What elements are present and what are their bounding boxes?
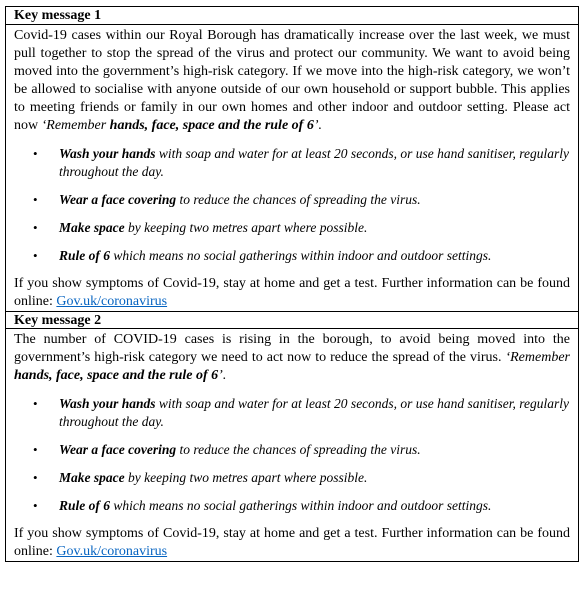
bullet-lead: Wear a face covering	[59, 442, 177, 457]
list-item	[14, 191, 570, 209]
bullet-icon: •	[33, 396, 38, 411]
key-message-2-bullet-list	[14, 395, 570, 515]
key-message-1-closing	[14, 275, 570, 311]
bullet-text: by keeping two metres apart where possible.	[124, 220, 368, 235]
key-message-2-heading: Key message 2	[6, 311, 578, 329]
paragraph-text: Covid-19 cases within our Royal Borough has dramatically increase over the last week, we must pull together to stop the spread of the virus and protect our community. We want to avoid being moved into the government’s high-risk category. If we move into the high-risk category, we won’t be allowed to socialise with anyone outside of our own household or support bubble. This applies to meeting friends or family in our own homes and other indoor and outdoor setting. Please act now	[14, 28, 570, 133]
key-message-1-paragraph	[14, 27, 570, 135]
slogan-quote	[42, 118, 322, 133]
bullet-text: by keeping two metres apart where possible.	[124, 470, 368, 485]
key-message-1-body	[6, 25, 578, 311]
bullet-text: which means no social gatherings within indoor and outdoor settings.	[110, 498, 492, 513]
quote-open: ‘Remember	[505, 350, 570, 365]
bullet-icon: •	[33, 192, 38, 207]
quote-bold: hands, face, space and the rule of 6	[109, 118, 314, 133]
bullet-icon: •	[33, 498, 38, 513]
bullet-icon: •	[33, 220, 38, 235]
key-message-1-bullet-list	[14, 145, 570, 265]
list-item	[14, 441, 570, 459]
list-item	[14, 497, 570, 515]
list-item	[14, 395, 570, 431]
bullet-lead: Wash your hands	[59, 396, 156, 411]
quote-close: ’.	[218, 368, 227, 383]
quote-bold: hands, face, space and the rule of 6	[14, 368, 219, 383]
bullet-lead: Rule of 6	[59, 498, 111, 513]
bullet-lead: Wash your hands	[59, 146, 156, 161]
bullet-text: with soap and water for at least 20 seconds, or use hand sanitiser, regularly throughout the day.	[59, 146, 570, 179]
quote-close: ’.	[313, 118, 322, 133]
quote-open: ‘Remember	[41, 118, 110, 133]
bullet-lead: Wear a face covering	[59, 192, 177, 207]
gov-uk-coronavirus-link[interactable]: Gov.uk/coronavirus	[56, 544, 168, 559]
list-item	[14, 247, 570, 265]
key-message-2-closing	[14, 525, 570, 561]
bullet-icon: •	[33, 470, 38, 485]
gov-uk-coronavirus-link[interactable]: Gov.uk/coronavirus	[56, 294, 168, 309]
list-item	[14, 469, 570, 487]
bullet-text: which means no social gatherings within indoor and outdoor settings.	[110, 248, 492, 263]
paragraph-text: The number of COVID-19 cases is rising in the borough, to avoid being moved into the government’s high-risk category we need to act now to reduce the spread of the virus.	[14, 332, 570, 365]
closing-text: If you show symptoms of Covid-19, stay at home and get a test. Further information can be found online:	[14, 526, 570, 559]
key-message-1-heading: Key message 1	[6, 7, 578, 25]
key-messages-table	[5, 6, 579, 562]
bullet-icon: •	[33, 248, 38, 263]
bullet-icon: •	[33, 442, 38, 457]
list-item	[14, 219, 570, 237]
closing-text: If you show symptoms of Covid-19, stay at home and get a test. Further information can be found online:	[14, 276, 570, 309]
bullet-text: to reduce the chances of spreading the virus.	[176, 192, 421, 207]
bullet-text: with soap and water for at least 20 seconds, or use hand sanitiser, regularly throughout the day.	[59, 396, 570, 429]
bullet-icon: •	[33, 146, 38, 161]
list-item	[14, 145, 570, 181]
bullet-text: to reduce the chances of spreading the virus.	[176, 442, 421, 457]
bullet-lead: Make space	[59, 470, 125, 485]
bullet-lead: Rule of 6	[59, 248, 111, 263]
key-message-2-paragraph	[14, 331, 570, 385]
bullet-lead: Make space	[59, 220, 125, 235]
key-message-2-body	[6, 329, 578, 561]
